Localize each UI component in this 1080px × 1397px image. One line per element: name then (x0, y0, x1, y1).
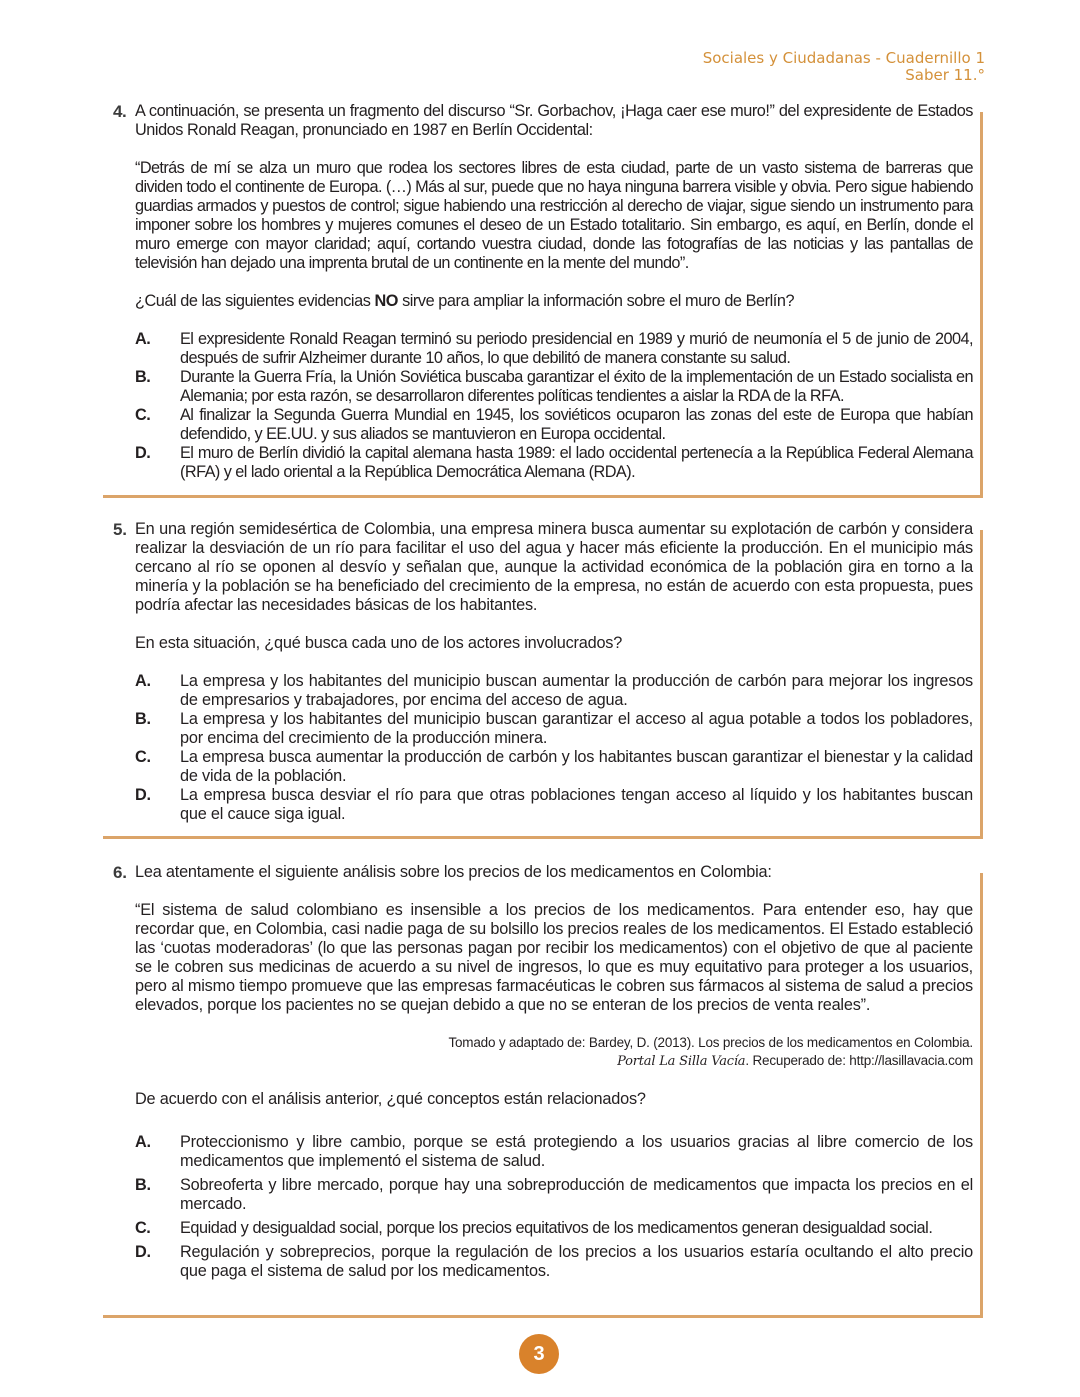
option-letter: B. (135, 710, 151, 728)
question-prompt: En esta situación, ¿qué busca cada uno de los actores involucrados? (135, 634, 623, 652)
option-c[interactable] (113, 1219, 973, 1238)
citation-source: Portal La Silla Vacía (617, 1054, 746, 1069)
option-text: El muro de Berlín dividió la capital alemana hasta 1989: el lado occidental pertenecía a la República Federal Alemana (RFA) y el lado oriental a la República Democrática Alemana (RDA). (180, 444, 973, 481)
option-b[interactable] (113, 710, 973, 748)
option-b[interactable] (113, 368, 973, 406)
option-letter: C. (135, 406, 151, 424)
question-6 (103, 861, 983, 1318)
frame-border-right (980, 873, 983, 1318)
frame-border-bottom (103, 1315, 983, 1318)
option-text: Equidad y desigualdad social, porque los precios equitativos de los medicamentos generan desigualdad social. (180, 1219, 933, 1237)
frame-border-right (980, 112, 983, 498)
option-text: Durante la Guerra Fría, la Unión Soviética buscaba garantizar el éxito de la implementación de un Estado socialista en Alemania; por esta razón, se desarrollaron diferentes políticas tendientes a aislar la RDA de la RFA. (180, 368, 973, 405)
quote: “Detrás de mí se alza un muro que rodea los sectores libres de esta ciudad, parte de un vasto sistema de barreras que dividen todo el continente de Europa. (…) Más al sur, puede que no haya ninguna barrera visible y obvia. Pero sigue habiendo guardias armados y puestos de control; sigue habiendo una restricción al derecho de viajar, sigue siendo un instrumento para imponer sobre los hombres y mujeres comunes el deseo de un Estado totalitario. Sin embargo, es aquí, en Berlín, donde el muro emerge con mayor claridad; aquí, cortando vuestra ciudad, donde las fotografías de las noticias y las pantallas de televisión han dejado una imprenta brutal de un continente en la mente del mundo”. (135, 159, 973, 272)
option-letter: C. (135, 1219, 151, 1237)
page-header (703, 50, 985, 84)
quote: “El sistema de salud colombiano es insensible a los precios de los medicamentos. Para entender eso, hay que recordar que, en Colombia, casi nadie paga de su bolsillo los precios reales de los medicamentos. El Estado estableció las ‘cuotas moderadoras’ (lo que las personas pagan por recibir los medicamentos) con el objetivo de que al paciente se le cobren sus medicinas de acuerdo a su nivel de ingresos, lo que es muy equitativo para proteger a los usuarios, pero al mismo tiempo promueve que las empresas farmacéuticas le cobren sus fármacos al sistema de salud a precios elevados, porque los pacientes no se quejan debido a que no se enteran de los precios de venta reales”. (135, 901, 973, 1014)
option-d[interactable] (113, 786, 973, 824)
option-d[interactable] (113, 444, 973, 482)
prompt-text: sirve para ampliar la información sobre el muro de Berlín? (398, 292, 795, 310)
option-text: La empresa busca desviar el río para que otras poblaciones tengan acceso al líquido y los habitantes buscan que el cauce siga igual. (180, 786, 973, 823)
citation-url: . Recuperado de: http://lasillavacia.com (745, 1053, 973, 1068)
citation (113, 1034, 973, 1071)
option-letter: A. (135, 330, 151, 348)
option-b[interactable] (113, 1176, 973, 1214)
question-prompt (113, 292, 973, 311)
frame-border-bottom (103, 495, 983, 498)
option-letter: D. (135, 1243, 151, 1261)
option-text: El expresidente Ronald Reagan terminó su periodo presidencial en 1989 y murió de neumonía el 5 de junio de 2004, después de sufrir Alzheimer durante 10 años, lo que debilitó de manera constante su salud. (180, 330, 973, 367)
option-letter: A. (135, 672, 151, 690)
question-5 (103, 518, 983, 839)
question-intro: En una región semidesértica de Colombia, una empresa minera busca aumentar su explotación de carbón y considera realizar la desviación de un río para facilitar el uso del agua y hacer más eficiente la producción. En el municipio más cercano al río se oponen al desvío y señalan que, aunque la actividad económica de la población gira en torno a la minería y la población se ha beneficiado del crecimiento de la empresa, no están de acuerdo con esta propuesta, pues podría afectar las necesidades básicas de los habitantes. (135, 520, 973, 614)
option-c[interactable] (113, 406, 973, 444)
question-number: 4. (113, 102, 127, 121)
option-d[interactable] (113, 1243, 973, 1281)
citation-line (113, 1052, 973, 1071)
option-letter: D. (135, 786, 151, 804)
question-number: 6. (113, 863, 127, 882)
page-number: 3 (519, 1334, 559, 1374)
option-c[interactable] (113, 748, 973, 786)
option-letter: B. (135, 368, 151, 386)
prompt-text: ¿Cuál de las siguientes evidencias (135, 292, 375, 310)
prompt-emphasis: NO (374, 292, 398, 310)
option-text: La empresa y los habitantes del municipio buscan aumentar la producción de carbón para mejorar los ingresos de empresarios y trabajadores, por encima del acceso de agua. (180, 672, 973, 709)
question-prompt: De acuerdo con el análisis anterior, ¿qué conceptos están relacionados? (135, 1090, 646, 1108)
option-letter: D. (135, 444, 151, 462)
option-letter: C. (135, 748, 151, 766)
question-intro: A continuación, se presenta un fragmento del discurso “Sr. Gorbachov, ¡Haga caer ese muro!” del expresidente de Estados Unidos Ronald Reagan, pronunciado en 1987 en Berlín Occidental: (135, 102, 973, 139)
option-a[interactable] (113, 672, 973, 710)
option-a[interactable] (113, 330, 973, 368)
option-text: Sobreoferta y libre mercado, porque hay una sobreproducción de medicamentos que impacta los precios en el mercado. (180, 1176, 973, 1213)
question-intro: Lea atentamente el siguiente análisis sobre los precios de los medicamentos en Colombia: (135, 863, 772, 881)
question-number: 5. (113, 520, 127, 539)
option-letter: B. (135, 1176, 151, 1194)
frame-border-right (980, 530, 983, 839)
header-exam: Saber 11.° (905, 66, 985, 84)
option-text: Proteccionismo y libre cambio, porque se está protegiendo a los usuarios gracias al libre comercio de los medicamentos que implementó el sistema de salud. (180, 1133, 973, 1170)
frame-border-bottom (103, 836, 983, 839)
option-text: La empresa y los habitantes del municipio buscan garantizar el acceso al agua potable a todos los pobladores, por encima del crecimiento de la producción minera. (180, 710, 973, 747)
option-text: Al finalizar la Segunda Guerra Mundial en 1945, los soviéticos ocuparon las zonas del este de Europa que habían defendido, y EE.UU. y sus aliados se mantuvieron en Europa occidental. (180, 406, 973, 443)
citation-line: Tomado y adaptado de: Bardey, D. (2013). Los precios de los medicamentos en Colombia. (448, 1035, 973, 1050)
question-4 (103, 100, 983, 498)
option-text: Regulación y sobreprecios, porque la regulación de los precios a los usuarios estaría ocultando el alto precio que paga el sistema de salud por los medicamentos. (180, 1243, 973, 1280)
option-a[interactable] (113, 1133, 973, 1171)
option-letter: A. (135, 1133, 151, 1151)
header-subject: Sociales y Ciudadanas - Cuadernillo 1 (702, 49, 985, 67)
option-text: La empresa busca aumentar la producción de carbón y los habitantes buscan garantizar el bienestar y la calidad de vida de la población. (180, 748, 973, 785)
